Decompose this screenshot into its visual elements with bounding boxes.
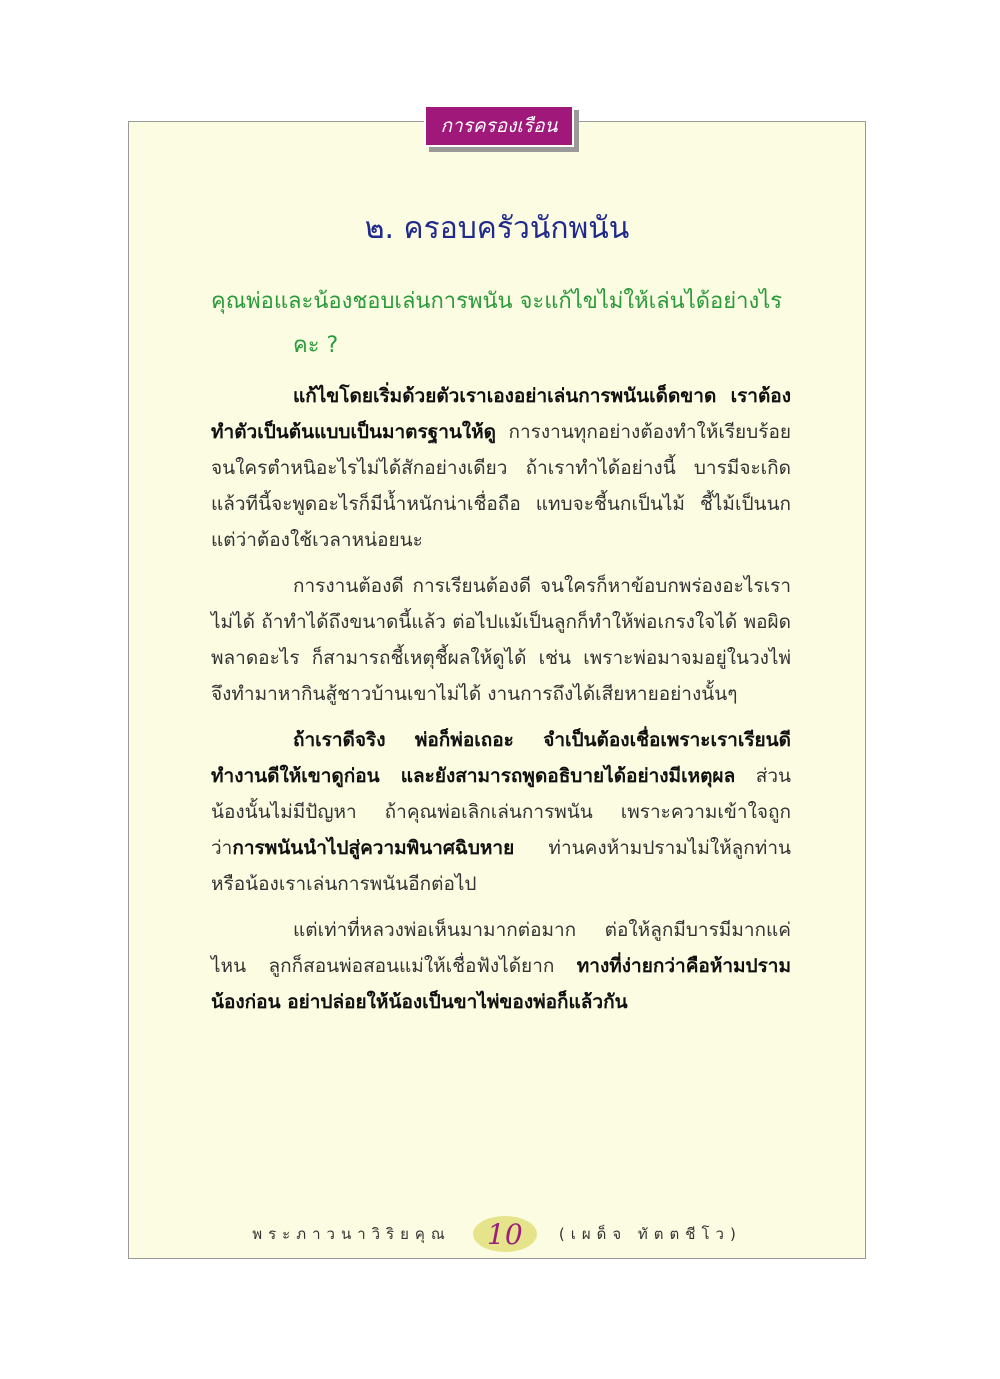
paragraph-3-bold-1: ถ้าเราดีจริง พ่อก็พ่อเถอะ จำเป็นต้องเชื่อเพราะเราเรียนดี ทำงานดีให้เขาดูก่อน และยังสามารถพูดอธิบายได้อย่างมีเหตุผล: [211, 729, 791, 787]
question: [211, 280, 801, 368]
paragraph-3-bold-2: การพนันนำไปสู่ความพินาศฉิบหาย: [232, 837, 515, 859]
question-line-1: คุณพ่อและน้องชอบเล่นการพนัน จะแก้ไขไม่ให้เล่นได้อย่างไร: [211, 289, 783, 314]
paragraph-3-text-2: ท่านคงห้ามปรามไม่ให้ลูกท่าน หรือน้องเราเล่นการพนันอีกต่อไป: [211, 837, 791, 895]
paragraph-2: [211, 568, 791, 712]
footer-author: พระภาวนาวิริยคุณ: [252, 1225, 451, 1243]
paragraph-2-text: การงานต้องดี การเรียนต้องดี จนใครก็หาข้อบกพร่องอะไรเราไม่ได้ ถ้าทำได้ถึงขนาดนี้แล้ว ต่อไปแม้เป็นลูกก็ทำให้พ่อเกรงใจได้ พอผิดพลาดอะไร ก็สามารถชี้เหตุชี้ผลให้ดูได้ เช่น เพราะพ่อมาจมอยู่ในวงไพ่ จึงทำมาหากินสู้ชาวบ้านเขาไม่ได้ งานการถึงได้เสียหายอย่างนั้นๆ: [211, 575, 791, 705]
section-tab-label: การครองเรือน: [440, 115, 558, 137]
paragraph-4: [211, 912, 791, 1020]
paragraph-4-text: แต่เท่าที่หลวงพ่อเห็นมามากต่อมาก ต่อให้ลูกมีบารมีมากแค่ไหน ลูกก็สอนพ่อสอนแม่ให้เชื่อฟังได้ยาก: [211, 919, 791, 977]
section-tab: [424, 105, 574, 147]
page-number: 10: [473, 1216, 537, 1252]
paragraph-3: [211, 722, 791, 902]
paragraph-1-bold: แก้ไขโดยเริ่มด้วยตัวเราเองอย่าเล่นการพนันเด็ดขาด เราต้องทำตัวเป็นต้นแบบเป็นมาตรฐานให้ดู: [211, 385, 791, 443]
chapter-title: ๒. ครอบครัวนักพนัน: [364, 211, 630, 246]
paragraph-1: [211, 378, 791, 558]
footer-author-name: (เผด็จ ทัตตชีโว): [558, 1225, 742, 1243]
footer: [128, 1214, 866, 1254]
answer-body: [211, 378, 791, 1030]
paragraph-4-bold: ทางที่ง่ายกว่าคือห้ามปรามน้องก่อน อย่าปล่อยให้น้องเป็นขาไพ่ของพ่อก็แล้วกัน: [211, 955, 791, 1013]
question-line-2: คะ ?: [293, 333, 339, 358]
paragraph-1-text: การงานทุกอย่างต้องทำให้เรียบร้อย จนใครตำหนิอะไรไม่ได้สักอย่างเดียว ถ้าเราทำได้อย่างนี้ บารมีจะเกิด แล้วทีนี้จะพูดอะไรก็มีน้ำหนักน่าเชื่อถือ แทบจะชี้นกเป็นไม้ ชี้ไม้เป็นนก แต่ว่าต้องใช้เวลาหน่อยนะ: [211, 421, 791, 551]
paragraph-3-text-1: ส่วนน้องนั้นไม่มีปัญหา ถ้าคุณพ่อเลิกเล่นการพนัน เพราะความเข้าใจถูกว่า: [211, 765, 791, 859]
